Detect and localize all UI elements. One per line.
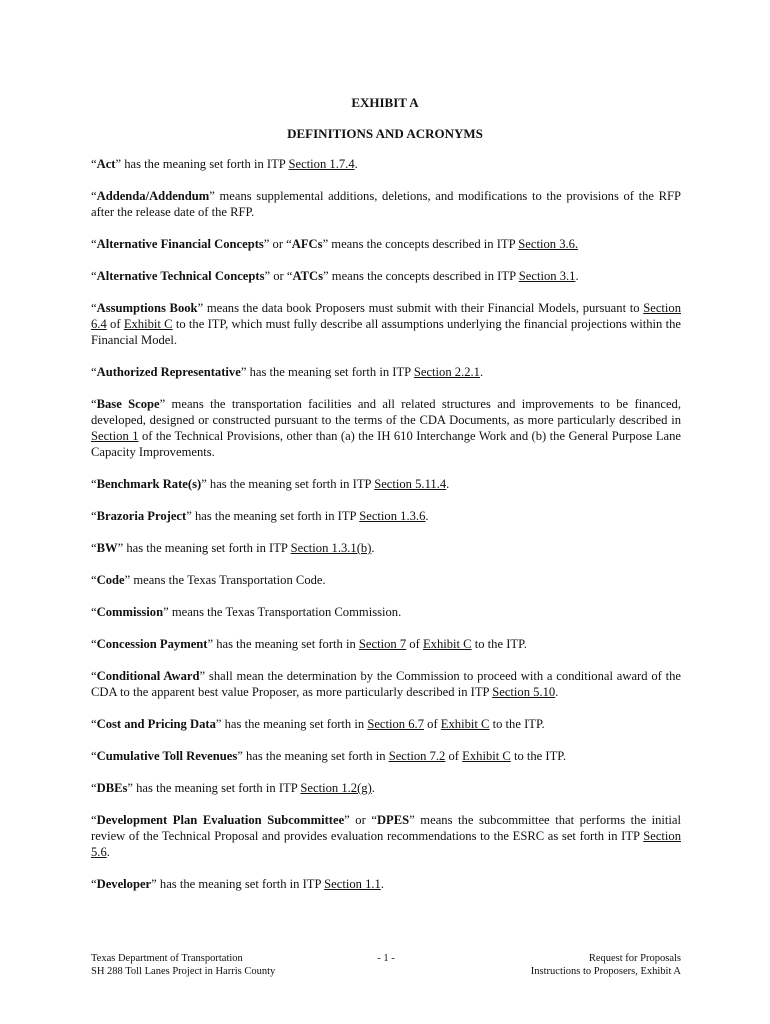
definition-text: to the ITP.	[489, 717, 545, 731]
acronym-term: AFCs	[291, 237, 323, 251]
section-reference-link[interactable]: Section 1.2(g)	[300, 781, 372, 795]
exhibit-title: EXHIBIT A	[351, 95, 419, 110]
section-reference-link[interactable]: Section 2.2.1	[413, 365, 480, 379]
section-reference-link[interactable]: Section 6.4	[91, 301, 681, 331]
definition-term: Assumptions Book	[96, 301, 198, 315]
section-reference-link[interactable]: Exhibit C	[462, 749, 511, 763]
definition-entry: “Developer” has the meaning set forth in ITP Section 1.1.	[91, 877, 384, 891]
section-reference-link[interactable]: Section 1.3.6	[359, 509, 426, 523]
definition-text: .	[425, 509, 429, 523]
definition-entry: “Base Scope” means the transportation facilities and all related structures and improvements to be financed, developed, designed or constructed pursuant to the terms of the CDA Documents, as more particularly described in Section 1 of the Technical Provisions, other than (a) the IH 610 Interchange Work and (b) the General Purpose Lane Capacity Improvements.	[91, 397, 681, 459]
definition-text: ” means the data book Proposers must submit with their Financial Models, pursuant to	[197, 301, 644, 315]
definition-text: ” has the meaning set forth in	[215, 717, 368, 731]
definition-term: Base Scope	[96, 397, 160, 411]
definition-text: ” has the meaning set forth in ITP	[201, 477, 375, 491]
footer-project: SH 288 Toll Lanes Project in Harris County	[91, 966, 276, 977]
section-reference-link[interactable]: Exhibit C	[422, 637, 472, 651]
definition-term: Conditional Award	[96, 669, 200, 683]
definition-term: Development Plan Evaluation Subcommittee	[96, 813, 345, 827]
definition-text: ” has the meaning set forth in	[207, 637, 359, 651]
definition-text: ” has the meaning set forth in ITP	[127, 781, 301, 795]
definition-text: ” has the meaning set forth in ITP	[186, 509, 360, 523]
definition-entry: “Cost and Pricing Data” has the meaning set forth in Section 6.7 of Exhibit C to the ITP.	[91, 717, 545, 731]
definition-text: of the Technical Provisions, other than (a) the IH 610 Interchange Work and (b) the General Purpose Lane Capacity Improvements.	[91, 429, 681, 459]
definition-term: Concession Payment	[96, 637, 208, 651]
definition-text: ” means the concepts described in ITP	[323, 269, 519, 283]
definition-text: ” has the meaning set forth in ITP	[240, 365, 414, 379]
definition-text: .	[371, 541, 375, 555]
definition-entry: “DBEs” has the meaning set forth in ITP Section 1.2(g).	[91, 781, 375, 795]
definition-text: to the ITP.	[510, 749, 567, 763]
footer-doc-section: Instructions to Proposers, Exhibit A	[530, 966, 681, 977]
footer-doc-type: Request for Proposals	[588, 953, 681, 964]
definition-text: ” means the subcommittee that performs the initial review of the Technical Proposal and provides evaluation recommendations to the ESRC as set forth in ITP	[91, 813, 681, 843]
definition-text: of	[106, 317, 124, 331]
definition-text: to the ITP, which must fully describe all assumptions underlying the financial projections within the Financial Model.	[91, 317, 681, 347]
definition-term: Developer	[96, 877, 152, 891]
definition-entry: “Code” means the Texas Transportation Code.	[91, 573, 326, 587]
definition-entry: “Cumulative Toll Revenues” has the meaning set forth in Section 7.2 of Exhibit C to the ITP.	[91, 749, 567, 763]
section-reference-link[interactable]: Section 1.3.1(b)	[290, 541, 372, 555]
definition-entry: “Alternative Financial Concepts” or “AFCs” means the concepts described in ITP Section 3.6.	[91, 237, 579, 251]
definitions-list	[91, 156, 681, 908]
definition-text: ” has the meaning set forth in ITP	[117, 541, 291, 555]
definition-term: Addenda/Addendum	[96, 189, 210, 203]
definition-text: .	[380, 877, 384, 891]
definition-text: .	[479, 365, 484, 379]
section-reference-link[interactable]: Exhibit C	[123, 317, 173, 331]
section-reference-link[interactable]: Section 5.10	[492, 685, 556, 699]
section-reference-link[interactable]: Section 1	[91, 429, 139, 443]
section-reference-link[interactable]: Section 3.1	[518, 269, 576, 283]
definition-text: ” shall mean the determination by the Commission to proceed with a conditional award of the CDA to the apparent best value Proposer, as more particularly described in ITP	[91, 669, 681, 699]
definition-text: ” has the meaning set forth in ITP	[115, 157, 289, 171]
definition-term: BW	[96, 541, 118, 555]
definition-text: .	[354, 157, 358, 171]
definition-text: ” means the concepts described in ITP	[322, 237, 519, 251]
definition-term: Authorized Representative	[96, 365, 241, 379]
definition-text: ” or “	[263, 237, 292, 251]
definition-text: ” means supplemental additions, deletions, and modifications to the provisions of the RFP after the release date of the RFP.	[91, 189, 681, 219]
definition-text: to the ITP.	[471, 637, 527, 651]
definition-text: of	[445, 749, 463, 763]
definition-text: .	[555, 685, 559, 699]
page-number: - 1 -	[377, 953, 395, 964]
section-reference-link[interactable]: Exhibit C	[440, 717, 490, 731]
definition-entry: “Commission” means the Texas Transportation Commission.	[91, 605, 402, 619]
section-reference-link[interactable]: Section 5.11.4	[374, 477, 447, 491]
definition-text: .	[446, 477, 450, 491]
definition-text: of	[406, 637, 423, 651]
section-reference-link[interactable]: Section 6.7	[367, 717, 424, 731]
definition-entry: “Development Plan Evaluation Subcommittee” or “DPES” means the subcommittee that performs the initial review of the Technical Proposal and provides evaluation recommendations to the ESRC as set forth in ITP Section 5.6.	[91, 813, 681, 859]
definition-entry: “Alternative Technical Concepts” or “ATCs” means the concepts described in ITP Section 3.1.	[91, 269, 579, 283]
definition-text: ” or “	[344, 813, 377, 827]
section-reference-link[interactable]: Section 1.7.4	[288, 157, 355, 171]
definition-entry: “Act” has the meaning set forth in ITP Section 1.7.4.	[91, 157, 358, 171]
definition-text: ” has the meaning set forth in ITP	[151, 877, 325, 891]
definition-term: Code	[96, 573, 125, 587]
definition-term: Cost and Pricing Data	[96, 717, 216, 731]
definition-text: ” means the Texas Transportation Code.	[124, 573, 326, 587]
footer-right	[531, 952, 681, 978]
acronym-term: ATCs	[292, 269, 324, 283]
definition-text: .	[371, 781, 375, 795]
definition-term: DBEs	[96, 781, 128, 795]
definition-text: of	[424, 717, 441, 731]
definition-term: Alternative Financial Concepts	[96, 237, 264, 251]
definition-term: Cumulative Toll Revenues	[96, 749, 238, 763]
definition-text: .	[575, 269, 579, 283]
definition-term: Alternative Technical Concepts	[96, 269, 265, 283]
acronym-term: DPES	[376, 813, 410, 827]
definition-text: .	[106, 845, 110, 859]
section-reference-link[interactable]: Section 1.1	[324, 877, 381, 891]
section-reference-link[interactable]: Section 7.2	[388, 749, 446, 763]
section-heading: DEFINITIONS AND ACRONYMS	[287, 126, 483, 141]
definition-term: Benchmark Rate(s)	[96, 477, 202, 491]
definition-term: Commission	[96, 605, 164, 619]
definition-entry: “Authorized Representative” has the meaning set forth in ITP Section 2.2.1.	[91, 365, 484, 379]
definition-entry: “Brazoria Project” has the meaning set forth in ITP Section 1.3.6.	[91, 509, 429, 523]
section-reference-link[interactable]: Section 7	[358, 637, 407, 651]
definition-entry: “Addenda/Addendum” means supplemental additions, deletions, and modifications to the provisions of the RFP after the release date of the RFP.	[91, 189, 681, 219]
definition-term: Act	[96, 157, 116, 171]
definition-entry: “Assumptions Book” means the data book Proposers must submit with their Financial Models, pursuant to Section 6.4 of Exhibit C to the ITP, which must fully describe all assumptions underlying the financial projections within the Financial Model.	[91, 301, 681, 347]
definition-text: ” has the meaning set forth in	[237, 749, 389, 763]
definition-text: ” means the Texas Transportation Commission.	[163, 605, 402, 619]
footer-agency: Texas Department of Transportation	[91, 953, 243, 964]
definition-text: ” means the transportation facilities and all related structures and improvements to be financed, developed, designed or constructed pursuant to the terms of the CDA Documents, as more particularly described in	[91, 397, 681, 427]
definition-entry: “Benchmark Rate(s)” has the meaning set forth in ITP Section 5.11.4.	[91, 477, 450, 491]
section-reference-link[interactable]: Section 5.6	[91, 829, 681, 859]
section-reference-link[interactable]: Section 3.6.	[518, 237, 579, 251]
definition-term: Brazoria Project	[96, 509, 187, 523]
definition-entry: “Conditional Award” shall mean the determination by the Commission to proceed with a conditional award of the CDA to the apparent best value Proposer, as more particularly described in ITP Section 5.10.	[91, 669, 681, 699]
definition-text: ” or “	[264, 269, 293, 283]
definition-entry: “Concession Payment” has the meaning set forth in Section 7 of Exhibit C to the ITP.	[91, 637, 527, 651]
definition-entry: “BW” has the meaning set forth in ITP Section 1.3.1(b).	[91, 541, 375, 555]
